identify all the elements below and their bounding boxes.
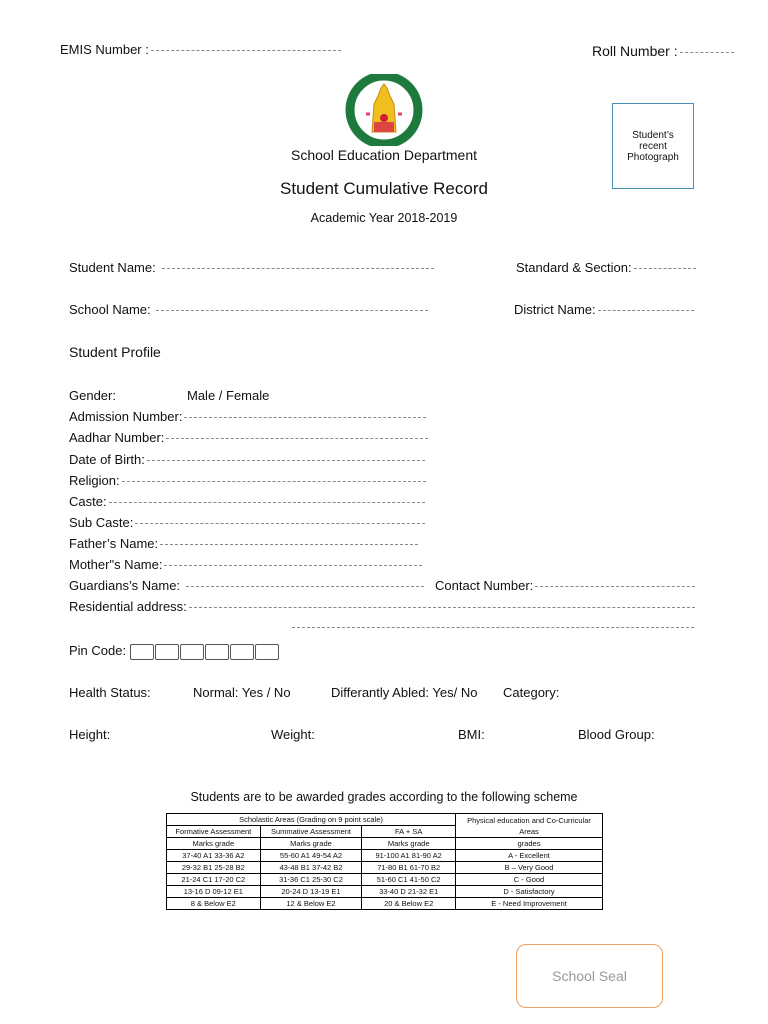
school-seal-label: School Seal (552, 968, 627, 984)
aadhar-label: Aadhar Number: (69, 430, 165, 445)
table-cell: Marks grade (362, 838, 456, 850)
table-cell: 29-32 B1 25-28 B2 (167, 862, 261, 874)
grades-caption: Students are to be awarded grades according to the following scheme (190, 790, 578, 804)
father-name-field[interactable] (69, 536, 418, 551)
table-cell: E - Need Improvement (456, 898, 603, 910)
caste-label: Caste: (69, 494, 107, 509)
religion-line (122, 481, 426, 482)
pin-label: Pin Code: (69, 643, 127, 658)
standard-section-line (634, 268, 696, 269)
gender-label: Gender: (69, 388, 116, 403)
table-cell: 13-16 D 09-12 E1 (167, 886, 261, 898)
roll-number-field[interactable] (592, 43, 734, 59)
standard-section-field[interactable] (516, 260, 696, 275)
table-row (167, 886, 603, 898)
table-cell: 51-60 C1 41-50 C2 (362, 874, 456, 886)
table-cell: 33-40 D 21-32 E1 (362, 886, 456, 898)
fasa-header: FA + SA (362, 826, 456, 838)
pe-header: Physical education and Co-Curricular Areas (456, 814, 603, 838)
sub-caste-field[interactable] (69, 515, 425, 530)
academic-year: Academic Year 2018-2019 (310, 211, 458, 225)
table-row (167, 898, 603, 910)
admission-number-field[interactable] (69, 409, 426, 424)
government-emblem-icon (344, 74, 424, 146)
table-row (167, 850, 603, 862)
table-cell: 8 & Below E2 (167, 898, 261, 910)
pin-box[interactable] (180, 644, 204, 660)
table-cell: 20 & Below E2 (362, 898, 456, 910)
student-name-label: Student Name: (69, 260, 156, 275)
table-cell: 91-100 A1 81-90 A2 (362, 850, 456, 862)
table-cell: 12 & Below E2 (260, 898, 362, 910)
school-seal-box[interactable] (516, 944, 663, 1008)
table-row (167, 874, 603, 886)
gender-options[interactable]: Male / Female (187, 388, 270, 403)
religion-label: Religion: (69, 473, 120, 488)
sa-header: Summative Assessment (260, 826, 362, 838)
table-cell: B – Very Good (456, 862, 603, 874)
sub-caste-line (135, 523, 425, 524)
guardian-line (186, 586, 424, 587)
mother-label: Mother"s Name: (69, 557, 163, 572)
table-cell: 37-40 A1 33-36 A2 (167, 850, 261, 862)
category-field[interactable]: Category: (503, 685, 560, 700)
pin-box[interactable] (255, 644, 279, 660)
residential-address-field[interactable] (69, 599, 695, 614)
contact-number-field[interactable] (435, 578, 695, 593)
emis-label: EMIS Number : (60, 42, 149, 57)
address-line-2[interactable] (292, 627, 694, 628)
table-cell: Marks grade (260, 838, 362, 850)
table-cell: 55-60 A1 49-54 A2 (260, 850, 362, 862)
pin-code-field[interactable] (69, 643, 280, 660)
district-name-line (598, 310, 694, 311)
height-field[interactable]: Height: (69, 727, 111, 742)
religion-field[interactable] (69, 473, 426, 488)
table-cell: 71-80 B1 61-70 B2 (362, 862, 456, 874)
bmi-field[interactable]: BMI: (458, 727, 485, 742)
contact-line (535, 586, 695, 587)
differently-abled-yes-no[interactable]: Differantly Abled: Yes/ No (331, 685, 478, 700)
dob-label: Date of Birth: (69, 452, 145, 467)
table-cell: grades (456, 838, 603, 850)
guardian-name-field[interactable] (69, 578, 424, 593)
normal-yes-no[interactable]: Normal: Yes / No (193, 685, 291, 700)
pin-box[interactable] (155, 644, 179, 660)
standard-section-label: Standard & Section: (516, 260, 632, 275)
district-name-label: District Name: (514, 302, 596, 317)
caste-line (109, 502, 425, 503)
pin-box[interactable] (205, 644, 229, 660)
table-cell: 21-24 C1 17-20 C2 (167, 874, 261, 886)
school-name-label: School Name: (69, 302, 151, 317)
grading-scheme-table (166, 813, 603, 910)
father-line (160, 544, 418, 545)
emis-line (151, 50, 341, 51)
emis-number-field[interactable] (60, 42, 341, 57)
guardian-label: Guardians’s Name: (69, 578, 181, 593)
student-name-line (162, 268, 434, 269)
table-cell: A - Excellent (456, 850, 603, 862)
table-cell: 20-24 D 13-19 E1 (260, 886, 362, 898)
table-row (167, 838, 603, 850)
roll-line (680, 52, 734, 53)
table-cell: D - Satisfactory (456, 886, 603, 898)
date-of-birth-field[interactable] (69, 452, 425, 467)
admission-label: Admission Number: (69, 409, 183, 424)
roll-label: Roll Number : (592, 43, 678, 59)
admission-line (184, 417, 426, 418)
district-name-field[interactable] (514, 302, 694, 317)
contact-label: Contact Number: (435, 578, 534, 593)
student-profile-heading: Student Profile (69, 344, 161, 360)
school-name-field[interactable] (69, 302, 428, 317)
aadhar-number-field[interactable] (69, 430, 428, 445)
weight-field[interactable]: Weight: (271, 727, 315, 742)
pin-box[interactable] (130, 644, 154, 660)
sub-caste-label: Sub Caste: (69, 515, 134, 530)
department-name: School Education Department (291, 147, 477, 163)
page-title: Student Cumulative Record (280, 179, 488, 198)
dob-line (147, 460, 425, 461)
table-cell: Marks grade (167, 838, 261, 850)
address-line (189, 607, 695, 608)
health-status-label: Health Status: (69, 685, 151, 700)
table-row (167, 814, 603, 826)
pin-box[interactable] (230, 644, 254, 660)
scholastic-header: Scholastic Areas (Grading on 9 point scale) (167, 814, 456, 826)
student-name-field[interactable] (69, 260, 434, 275)
mother-line (164, 565, 422, 566)
fa-header: Formative Assessment (167, 826, 261, 838)
mother-name-field[interactable] (69, 557, 422, 572)
table-cell: C - Good (456, 874, 603, 886)
aadhar-line (166, 438, 428, 439)
table-cell: 43-48 B1 37-42 B2 (260, 862, 362, 874)
caste-field[interactable] (69, 494, 425, 509)
address-label: Residential address: (69, 599, 187, 614)
table-cell: 31-36 C1 25-30 C2 (260, 874, 362, 886)
table-row (167, 862, 603, 874)
blood-group-field[interactable]: Blood Group: (578, 727, 655, 742)
photo-label: Student’s recent Photograph (627, 129, 679, 163)
school-name-line (156, 310, 428, 311)
father-label: Father’s Name: (69, 536, 159, 551)
student-photo-box[interactable] (612, 103, 694, 189)
